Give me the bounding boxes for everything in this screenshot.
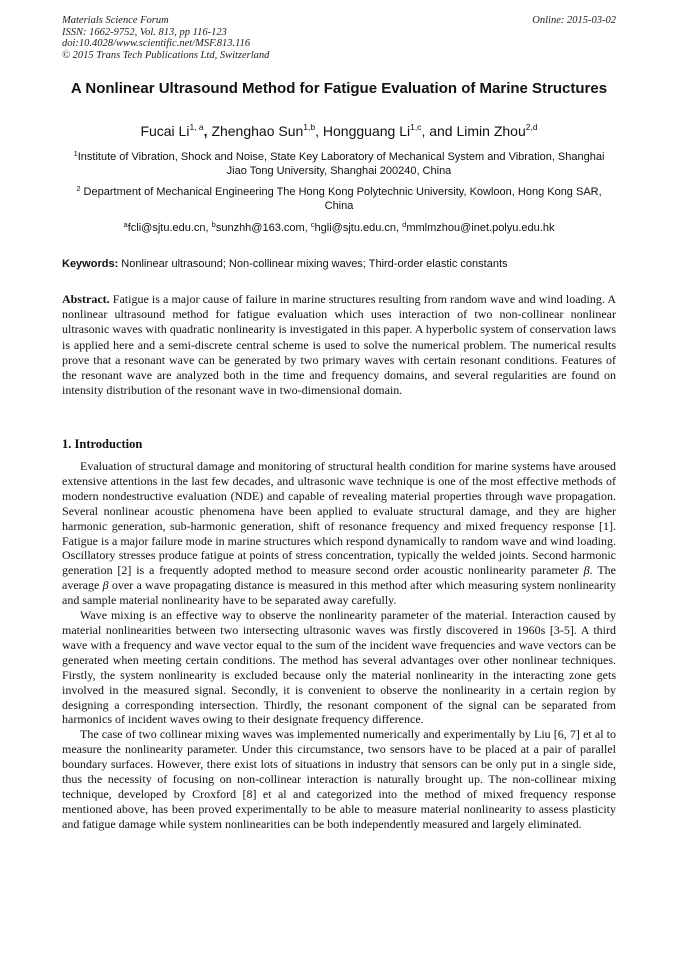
email-separator: , (304, 222, 311, 234)
author-separator: , (315, 123, 323, 139)
keywords-text: Nonlinear ultrasound; Non-collinear mixing waves; Third-order elastic constants (118, 258, 508, 270)
paragraph-2: Wave mixing is an effective way to observe the nonlinearity parameter of the material. Interaction caused by material nonlinearities between two intersecting ultrasonic waves was firstly discovered in 1960s [3-5]. A third wave with a frequency and wave vector equal to the sum of the incident wave frequencies and wave vectors can be generated when meeting certain conditions. The method has several advantages over other nonlinear techniques. Firstly, the system nonlinearity is excluded because only the material nonlinearity in the interacting zone gets involved in the measured signal. Secondly, it is convenient to observe the nonlinearity in a certain region by designing a corresponding intersection. Thirdly, the resonant component of the signal can be separated from harmonics of incident waves owing to their designate frequency difference. (62, 608, 616, 727)
journal-name: Materials Science Forum (62, 15, 169, 26)
affiliation-mark: 2 (76, 184, 81, 193)
paragraph-1 (62, 459, 616, 608)
affiliation-text: Department of Mechanical Engineering The Hong Kong Polytechnic University, Kowloon, Hong Kong SAR, China (80, 186, 602, 212)
author-affiliation-mark: 2,d (525, 122, 538, 132)
author-separator: , (203, 123, 212, 139)
email-separator: , (396, 222, 403, 234)
author-separator: , and (421, 123, 457, 139)
issn-line: ISSN: 1662-9752, Vol. 813, pp 116-123 (62, 26, 227, 38)
paper-title: A Nonlinear Ultrasound Method for Fatigue Evaluation of Marine Structures (70, 80, 608, 97)
author-list (62, 122, 616, 140)
email-mark: b (211, 220, 216, 229)
email-separator: , (205, 222, 212, 234)
author-name: Fucai Li (140, 123, 190, 139)
doi-line[interactable]: doi:10.4028/www.scientific.net/MSF.813.116 (62, 38, 251, 49)
email-address[interactable]: fcli@sjtu.edu.cn (127, 222, 206, 234)
abstract (62, 292, 616, 398)
email-mark: c (310, 220, 315, 229)
keywords-label: Keywords: (62, 258, 119, 270)
paragraph-text: . The average (62, 563, 616, 593)
email-address[interactable]: mmlmzhou@inet.polyu.edu.hk (406, 222, 555, 234)
author-name: Limin Zhou (456, 123, 526, 139)
abstract-text: Fatigue is a major cause of failure in marine structures resulting from random wave and wind loading. A nonlinear ultrasound method for fatigue evaluation which uses interaction of two non-collinear nonlinear ultrasonic waves with quadratic nonlinearity is investigated in this paper. A hyperbolic system of conservation laws is applied here and a semi-discrete central scheme is used to solve the numerical problem. The numerical results prove that a resonant wave can be generated by two primary waves with certain resonant conditions. Features of the resonant wave are analyzed both in the time and frequency domains, and several regularities are found on intensity distribution of the resonant wave in two-dimensional domain. (62, 292, 616, 398)
author-name: Hongguang Li (322, 123, 411, 139)
abstract-label: Abstract. (62, 292, 110, 306)
paragraph-3: The case of two collinear mixing waves was implemented numerically and experimentally by Liu [6, 7] et al to measure the nonlinearity parameter. Under this circumstance, two sensors have to be placed at a pair of parallel boundary surfaces. However, there exist lots of situations in industry that sensors can be only put in a single side, thus the necessity of focusing on non-collinear interaction is naturally brought up. The non-collinear mixing technique, developed by Croxford [8] et al and categorized into the method of mixed frequency response mentioned above, has been proved experimentally to be able to measure material nonlinearity to assess plasticity and fatigue damage while system nonlinearities can be both independently measured and largely eliminated. (62, 727, 616, 831)
section-heading: 1. Introduction (62, 437, 143, 451)
copyright-line: © 2015 Trans Tech Publications Ltd, Switzerland (62, 49, 270, 61)
beta-symbol: β (102, 578, 109, 593)
introduction-body (62, 459, 616, 832)
keywords-line (62, 257, 616, 271)
email-mark: d (402, 220, 407, 229)
paragraph-text: Evaluation of structural damage and monitoring of structural health condition for marine systems have aroused extensive attentions in the last few decades, and ultrasonic wave technique is one of the most effective methods of modern nondestructive evaluation (NDE) and capable of revealing material properties through wave propagation. Several nonlinear acoustic phenomena have been applied to evaluate structural damage, and they are higher harmonic generation, sub-harmonic generation, shift of resonance frequency and mixed frequency response [1]. Fatigue is a major failure mode in marine structures which respond dynamically to random wave and wind loading. Oscillatory stresses produce fatigue at points of stress concentration, typically the welded joints. Second harmonic generation [2] is a frequently adopted method to measure second order acoustic nonlinearity parameter (62, 459, 616, 578)
author-name: Zhenghao Sun (211, 123, 304, 139)
email-address[interactable]: sunzhh@163.com (215, 222, 305, 234)
affiliation-1 (62, 150, 616, 178)
online-date: Online: 2015-03-02 (532, 15, 616, 26)
email-address[interactable]: hgli@sjtu.edu.cn (314, 222, 397, 234)
affiliation-mark: 1 (73, 149, 78, 158)
affiliation-2 (62, 185, 616, 213)
paragraph-text: over a wave propagating distance is measured in this method after which measuring system nonlinearity and sample material nonlinearity have to be separated away carefully. (62, 578, 616, 608)
publication-header (62, 15, 616, 61)
author-affiliation-mark: 1,b (303, 122, 316, 132)
affiliation-text: Institute of Vibration, Shock and Noise, State Key Laboratory of Mechanical System and Vibration, Shanghai Jiao Tong University, Shanghai 200240, China (77, 151, 605, 177)
author-emails (62, 221, 616, 235)
beta-symbol: β (583, 563, 590, 578)
author-affiliation-mark: 1, a (189, 122, 204, 132)
author-affiliation-mark: 1,c (410, 122, 422, 132)
email-mark: a (123, 220, 128, 229)
